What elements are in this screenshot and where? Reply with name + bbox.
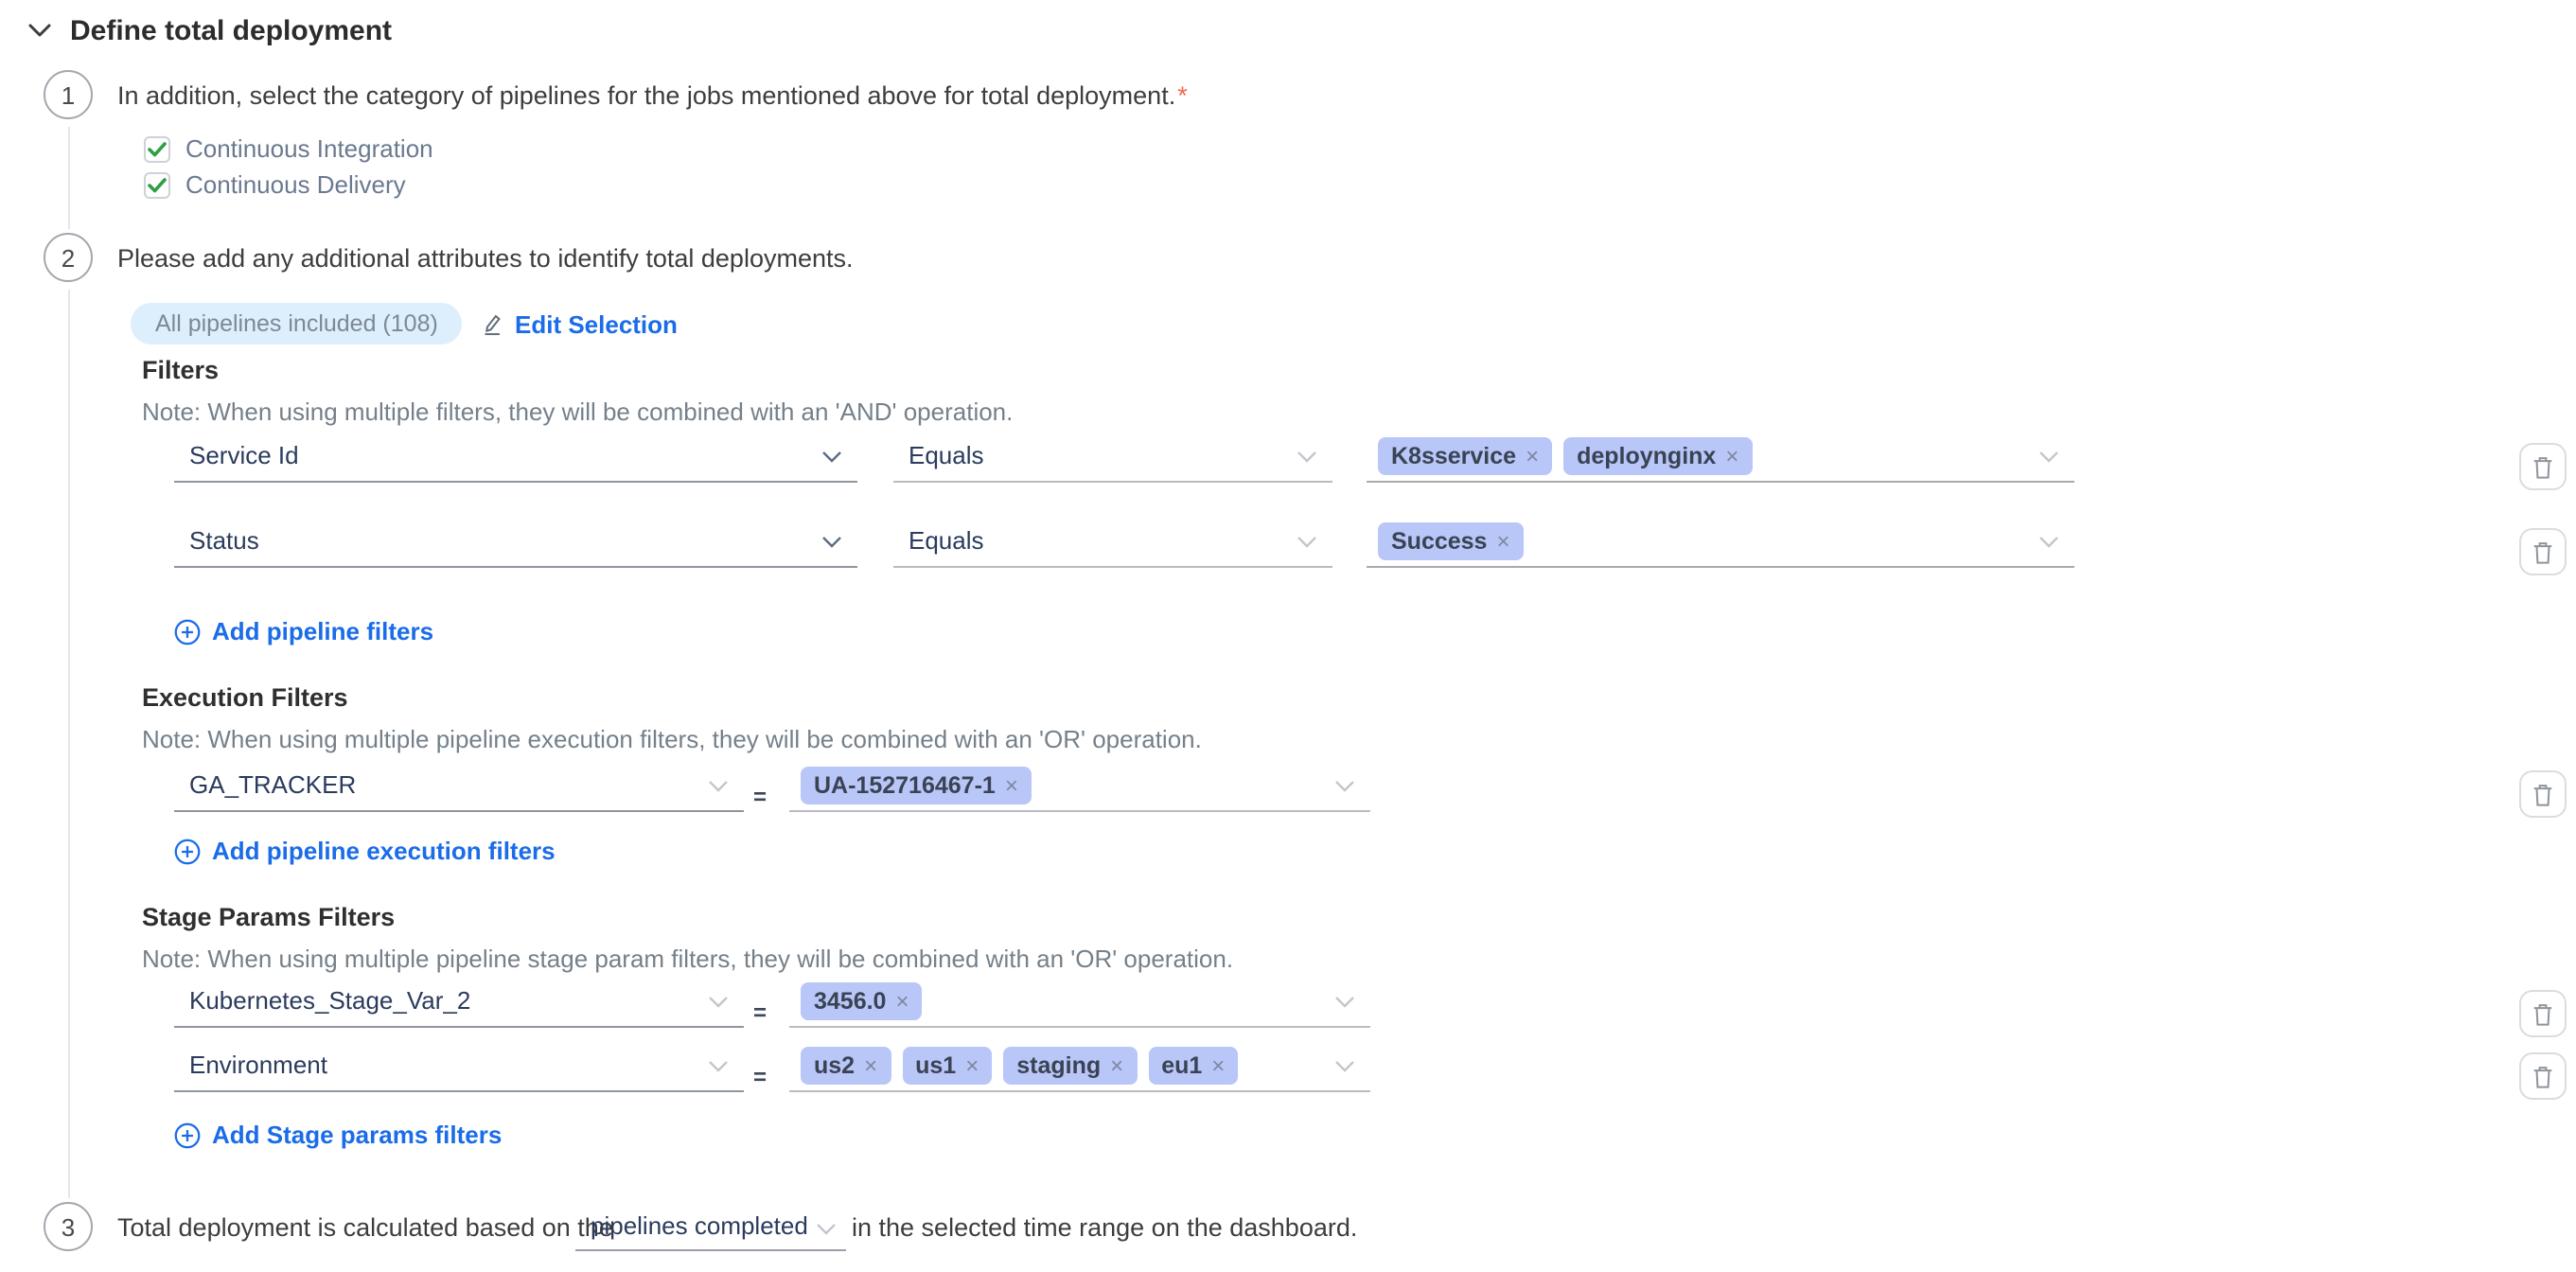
filter-value-tag[interactable] — [801, 982, 923, 1020]
chevron-down-icon — [2038, 450, 2059, 464]
operator-equals: = — [753, 999, 768, 1026]
filters-heading: Filters — [142, 356, 220, 384]
checkbox-label: Continuous Integration — [185, 134, 433, 163]
delete-filter-button[interactable] — [2519, 528, 2567, 575]
collapse-chevron-icon[interactable] — [28, 23, 51, 38]
delete-filter-button[interactable] — [2519, 1052, 2567, 1100]
plus-circle-icon — [174, 1122, 201, 1148]
chevron-down-icon — [1334, 780, 1355, 793]
pipelines-included-badge: All pipelines included (108) — [131, 303, 463, 344]
add-stage-params-filters-label: Add Stage params filters — [212, 1121, 503, 1149]
filter-operator-select[interactable] — [893, 519, 1332, 568]
checkbox-label: Continuous Delivery — [185, 170, 406, 199]
step1-instruction — [117, 81, 1188, 110]
remove-tag-icon[interactable]: × — [1725, 443, 1739, 469]
checkbox-box[interactable] — [144, 171, 170, 198]
step3-text-after: in the selected time range on the dashboard. — [852, 1213, 1358, 1242]
filter-operator-value: Equals — [909, 441, 984, 469]
filter-value-tag[interactable] — [1378, 437, 1552, 475]
chevron-down-icon — [708, 1060, 729, 1073]
filter-values — [801, 1047, 1238, 1085]
tag-label: us1 — [915, 1052, 957, 1079]
filter-value-tag[interactable] — [902, 1047, 992, 1085]
remove-tag-icon[interactable]: × — [1110, 1052, 1124, 1079]
add-pipeline-execution-filters-button[interactable] — [174, 837, 556, 865]
chevron-down-icon — [1334, 1060, 1355, 1073]
execution-filter-key-value: GA_TRACKER — [189, 770, 357, 799]
add-stage-params-filters-button[interactable] — [174, 1121, 502, 1149]
edit-selection-button[interactable] — [479, 307, 678, 341]
filter-values — [801, 767, 1032, 804]
chevron-down-icon — [2038, 536, 2059, 549]
execution-filter-values-select[interactable] — [789, 763, 1370, 812]
delete-filter-button[interactable] — [2519, 990, 2567, 1037]
filter-value-tag[interactable] — [1003, 1047, 1137, 1085]
filter-operator-select[interactable] — [893, 433, 1332, 483]
filter-field-select[interactable] — [174, 519, 857, 568]
stepper-connector — [68, 127, 70, 229]
check-icon — [148, 141, 167, 156]
chevron-down-icon — [821, 536, 842, 549]
stage-param-key-value: Kubernetes_Stage_Var_2 — [189, 986, 471, 1015]
filter-value-tag[interactable] — [1563, 437, 1752, 475]
filters-note: Note: When using multiple filters, they will be combined with an 'AND' operation. — [142, 398, 1014, 426]
filter-value-tag[interactable] — [1378, 522, 1524, 560]
filter-values — [1378, 437, 1752, 475]
remove-tag-icon[interactable]: × — [895, 988, 909, 1015]
step3-text-before: Total deployment is calculated based on the — [117, 1213, 613, 1242]
stage-param-key-select[interactable] — [174, 979, 744, 1028]
filter-values-select[interactable] — [1367, 433, 2074, 483]
chevron-down-icon — [1297, 450, 1317, 464]
plus-circle-icon — [174, 618, 201, 645]
execution-filter-key-select[interactable] — [174, 763, 744, 812]
tag-label: Success — [1391, 528, 1488, 555]
check-icon — [148, 177, 167, 192]
execution-filters-heading: Execution Filters — [142, 683, 348, 712]
step-number-badge: 1 — [44, 70, 93, 119]
add-pipeline-execution-filters-label: Add pipeline execution filters — [212, 837, 556, 865]
tag-label: staging — [1016, 1052, 1102, 1079]
stage-param-values-select[interactable] — [789, 979, 1370, 1028]
page-title: Define total deployment — [70, 15, 393, 47]
edit-pencil-icon — [479, 311, 503, 336]
chevron-down-icon — [708, 996, 729, 1009]
filter-value-tag[interactable] — [801, 1047, 891, 1085]
remove-tag-icon[interactable]: × — [1526, 443, 1540, 469]
stepper-connector — [68, 290, 70, 1198]
filter-operator-value: Equals — [909, 526, 984, 555]
checkbox-continuous-integration[interactable] — [144, 134, 433, 163]
step-number-badge: 2 — [44, 233, 93, 282]
calculation-basis-select[interactable] — [575, 1208, 846, 1251]
edit-selection-label: Edit Selection — [515, 309, 678, 338]
filter-field-select[interactable] — [174, 433, 857, 483]
chevron-down-icon — [1297, 536, 1317, 549]
tag-label: 3456.0 — [814, 988, 887, 1015]
step-number-badge: 3 — [44, 1202, 93, 1251]
filter-values-select[interactable] — [1367, 519, 2074, 568]
add-pipeline-filters-label: Add pipeline filters — [212, 617, 434, 645]
filter-values — [1378, 522, 1524, 560]
tag-label: UA-152716467-1 — [814, 772, 996, 799]
filter-value-tag[interactable] — [1148, 1047, 1238, 1085]
calculation-basis-value: pipelines completed — [591, 1211, 808, 1240]
execution-filters-note: Note: When using multiple pipeline execution filters, they will be combined with an 'OR' operation. — [142, 725, 1202, 753]
chevron-down-icon — [708, 780, 729, 793]
remove-tag-icon[interactable]: × — [864, 1052, 878, 1079]
stage-params-filters-note: Note: When using multiple pipeline stage param filters, they will be combined with an 'OR' operation. — [142, 945, 1234, 973]
tag-label: deploynginx — [1577, 443, 1717, 469]
step2-instruction: Please add any additional attributes to identify total deployments. — [117, 244, 854, 273]
stage-param-values-select[interactable] — [789, 1043, 1370, 1092]
stage-param-key-select[interactable] — [174, 1043, 744, 1092]
trash-icon — [2531, 453, 2555, 480]
chevron-down-icon — [1334, 996, 1355, 1009]
checkbox-continuous-delivery[interactable] — [144, 170, 406, 199]
stage-param-key-value: Environment — [189, 1051, 327, 1079]
operator-equals: = — [753, 784, 768, 810]
checkbox-box[interactable] — [144, 135, 170, 162]
remove-tag-icon[interactable]: × — [965, 1052, 979, 1079]
stage-params-filters-heading: Stage Params Filters — [142, 903, 396, 931]
remove-tag-icon[interactable]: × — [1211, 1052, 1226, 1079]
delete-filter-button[interactable] — [2519, 770, 2567, 818]
add-pipeline-filters-button[interactable] — [174, 617, 433, 645]
chevron-down-icon — [816, 1223, 837, 1236]
trash-icon — [2531, 539, 2555, 565]
delete-filter-button[interactable] — [2519, 443, 2567, 490]
filter-field-value: Status — [189, 526, 259, 555]
plus-circle-icon — [174, 838, 201, 864]
remove-tag-icon[interactable]: × — [1496, 528, 1510, 555]
trash-icon — [2531, 1000, 2555, 1027]
tag-label: eu1 — [1161, 1052, 1203, 1079]
trash-icon — [2531, 781, 2555, 807]
required-marker: * — [1177, 81, 1188, 110]
tag-label: K8sservice — [1391, 443, 1517, 469]
step1-instruction-text: In addition, select the category of pipelines for the jobs mentioned above for total deployment. — [117, 81, 1176, 110]
filter-field-value: Service Id — [189, 441, 299, 469]
filter-values — [801, 982, 923, 1020]
chevron-down-icon — [821, 450, 842, 464]
remove-tag-icon[interactable]: × — [1004, 772, 1018, 799]
trash-icon — [2531, 1063, 2555, 1089]
tag-label: us2 — [814, 1052, 856, 1079]
filter-value-tag[interactable] — [801, 767, 1032, 804]
operator-equals: = — [753, 1064, 768, 1090]
